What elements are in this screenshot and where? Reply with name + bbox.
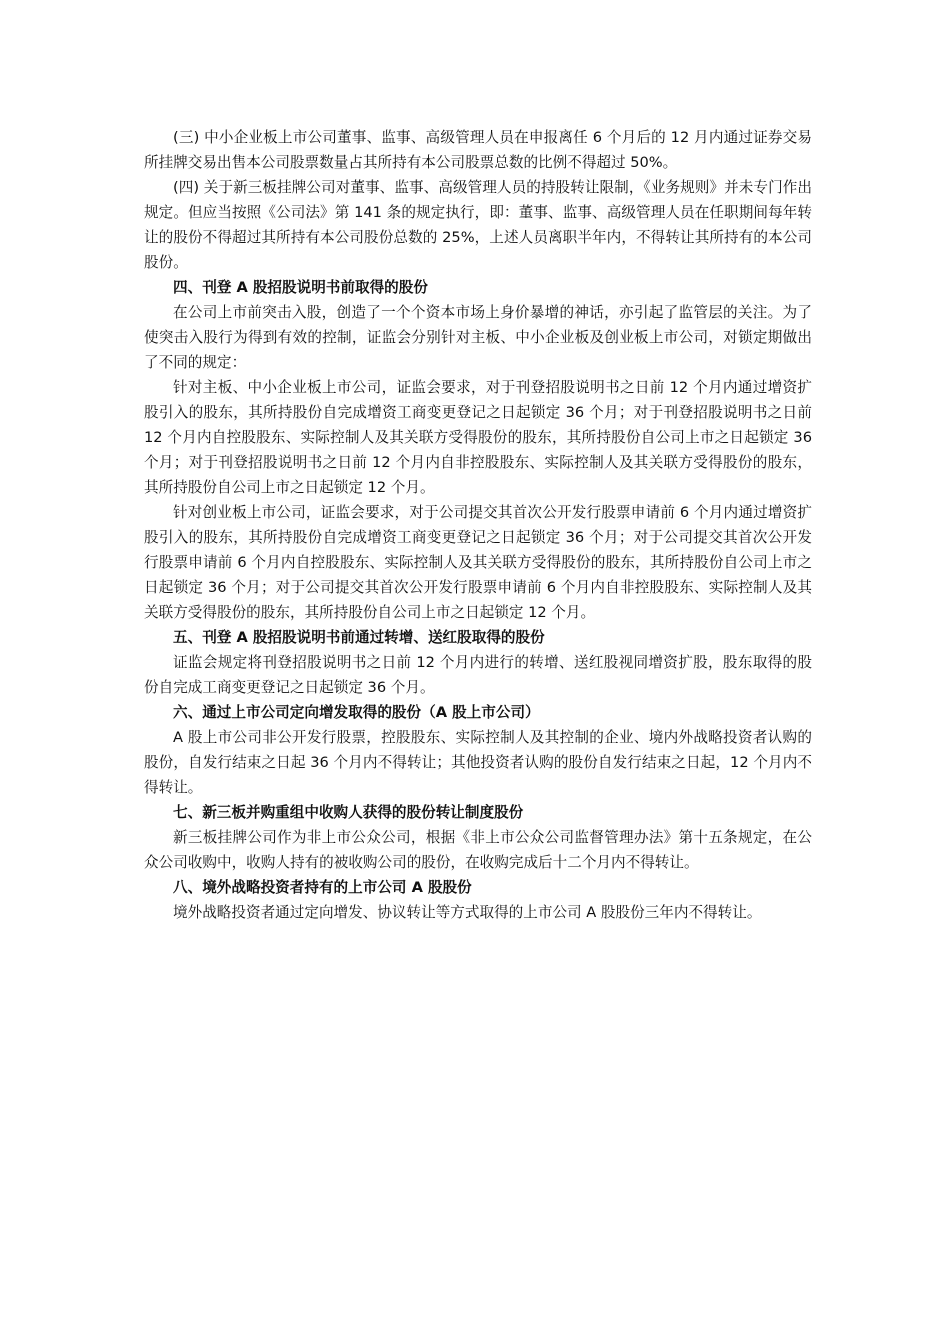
section-heading-6: 六、通过上市公司定向增发取得的股份（A 股上市公司） (173, 704, 540, 721)
section-heading-4: 四、刊登 A 股招股说明书前取得的股份 (173, 279, 428, 296)
document-body (144, 125, 812, 925)
paragraph-foreign-investor-rules: 境外战略投资者通过定向增发、协议转让等方式取得的上市公司 A 股股份三年内不得转让。 (173, 904, 762, 921)
paragraph-main-board-rules: 针对主板、中小企业板上市公司，证监会要求，对于刊登招股说明书之日前 12 个月内通过增资扩股引入的股东，其所持股份自完成增资工商变更登记之日起锁定 36 个月；对于刊登招股说明书之日前 12 个月内自控股股东、实际控制人及其关联方受得股份的股东，其所持股份自公司上市之日起锁定 36 个月；对于刊登招股说明书之日前 12 个月内自非控股股东、实际控制人及其关联方受得股份的股东，其所持股份自公司上市之日起锁定 12 个月。 (144, 379, 812, 496)
section-heading-5: 五、刊登 A 股招股说明书前通过转增、送红股取得的股份 (173, 629, 545, 646)
paragraph-neeq-acquisition-rules: 新三板挂牌公司作为非上市公众公司，根据《非上市公众公司监督管理办法》第十五条规定，在公众公司收购中，收购人持有的被收购公司的股份，在收购完成后十二个月内不得转让。 (144, 829, 812, 871)
section-heading-7: 七、新三板并购重组中收购人获得的股份转让制度股份 (173, 804, 524, 821)
paragraph-sme-board-exit-limit: (三) 中小企业板上市公司董事、监事、高级管理人员在申报离任 6 个月后的 12 月内通过证券交易所挂牌交易出售本公司股票数量占其所持有本公司股票总数的比例不得超过 50%。 (144, 129, 812, 171)
paragraph-pre-ipo-intro: 在公司上市前突击入股，创造了一个个资本市场上身价暴增的神话，亦引起了监管层的关注。为了使突击入股行为得到有效的控制，证监会分别针对主板、中小企业板及创业板上市公司，对锁定期做出了不同的规定： (144, 304, 812, 371)
section-heading-8: 八、境外战略投资者持有的上市公司 A 股股份 (173, 879, 472, 896)
paragraph-neeq-transfer-limit: (四) 关于新三板挂牌公司对董事、监事、高级管理人员的持股转让限制，《业务规则》并未专门作出规定。但应当按照《公司法》第 141 条的规定执行，即：董事、监事、高级管理人员在任职期间每年转让的股份不得超过其所持有本公司股份总数的 25%，上述人员离职半年内，不得转让其所持有的本公司股份。 (144, 179, 812, 271)
paragraph-bonus-share-rules: 证监会规定将刊登招股说明书之日前 12 个月内进行的转增、送红股视同增资扩股，股东取得的股份自完成工商变更登记之日起锁定 36 个月。 (144, 654, 812, 696)
paragraph-private-placement-rules: A 股上市公司非公开发行股票，控股股东、实际控制人及其控制的企业、境内外战略投资者认购的股份，自发行结束之日起 36 个月内不得转让；其他投资者认购的股份自发行结束之日起，12 个月内不得转让。 (144, 729, 812, 796)
paragraph-gem-rules: 针对创业板上市公司，证监会要求，对于公司提交其首次公开发行股票申请前 6 个月内通过增资扩股引入的股东，其所持股份自完成增资工商变更登记之日起锁定 36 个月；对于公司提交其首次公开发行股票申请前 6 个月内自控股股东、实际控制人及其关联方受得股份的股东，其所持股份自公司上市之日起锁定 36 个月；对于公司提交其首次公开发行股票申请前 6 个月内自非控股股东、实际控制人及其关联方受得股份的股东，其所持股份自公司上市之日起锁定 12 个月。 (144, 504, 812, 621)
